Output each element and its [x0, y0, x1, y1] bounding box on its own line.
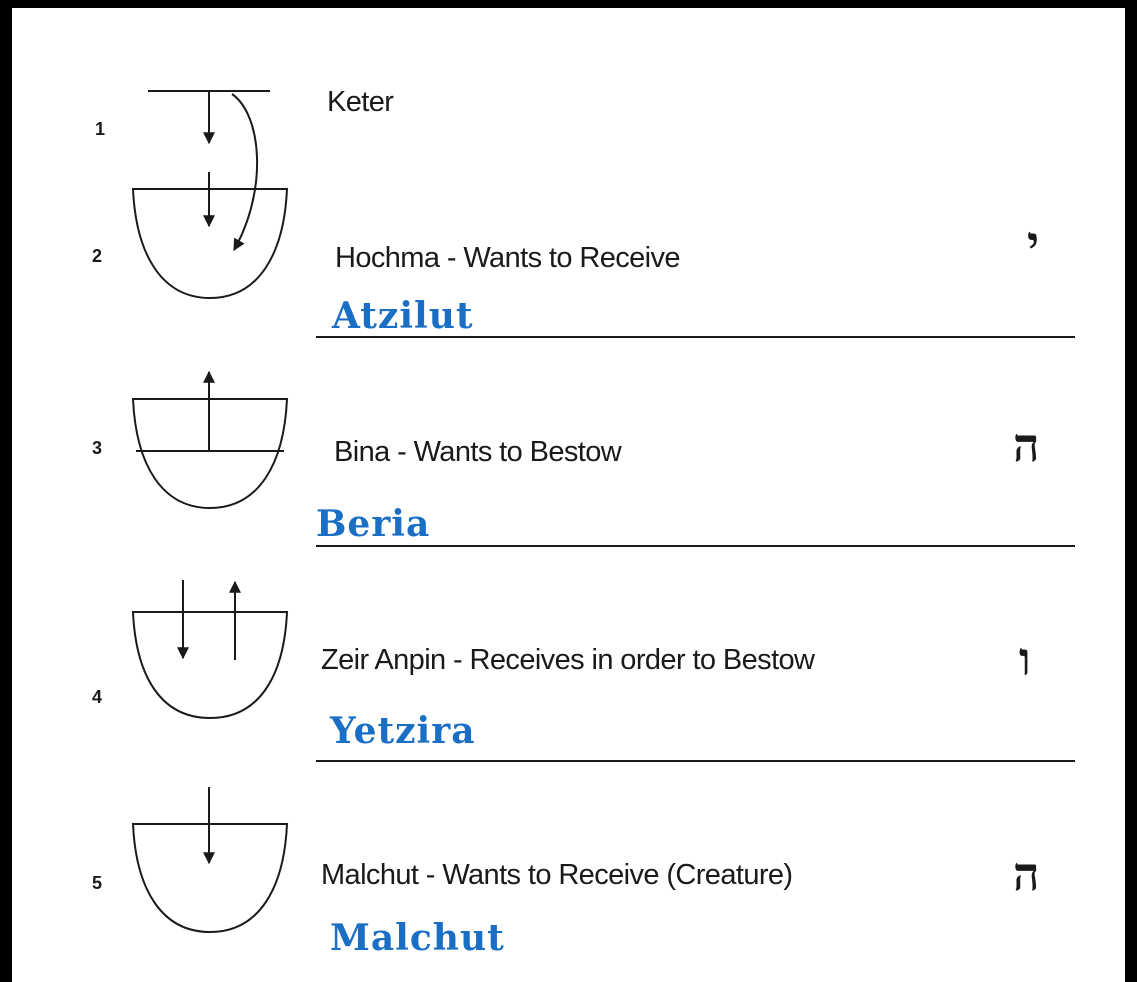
hebrew-letter-yud: י: [1027, 216, 1040, 270]
label-hochma: Hochma - Wants to Receive: [335, 242, 680, 274]
hebrew-letter-hei-2: ה: [1013, 847, 1040, 901]
label-zeir-anpin: Zeir Anpin - Receives in order to Bestow: [321, 644, 815, 676]
world-malchut: Malchut: [330, 917, 505, 959]
label-keter: Keter: [327, 86, 394, 118]
vessel-diagram: [12, 8, 1125, 982]
level-number-3: 3: [92, 438, 103, 458]
hebrew-letter-vav: ו: [1019, 632, 1031, 686]
level-number-2: 2: [92, 246, 103, 266]
label-malchut: Malchut - Wants to Receive (Creature): [321, 859, 793, 891]
world-yetzira: Yetzira: [330, 710, 476, 752]
world-atzilut: Atzilut: [332, 295, 474, 337]
level-number-5: 5: [92, 873, 103, 893]
level-number-4: 4: [92, 687, 103, 707]
world-beria: Beria: [316, 503, 431, 545]
hebrew-letter-hei-1: ה: [1013, 418, 1040, 472]
level-number-1: 1: [95, 119, 106, 139]
keter-curved-arrow: [232, 94, 257, 250]
zeir-anpin-vessel: [133, 612, 287, 718]
label-bina: Bina - Wants to Bestow: [334, 436, 622, 468]
diagram-frame: [12, 8, 1125, 982]
